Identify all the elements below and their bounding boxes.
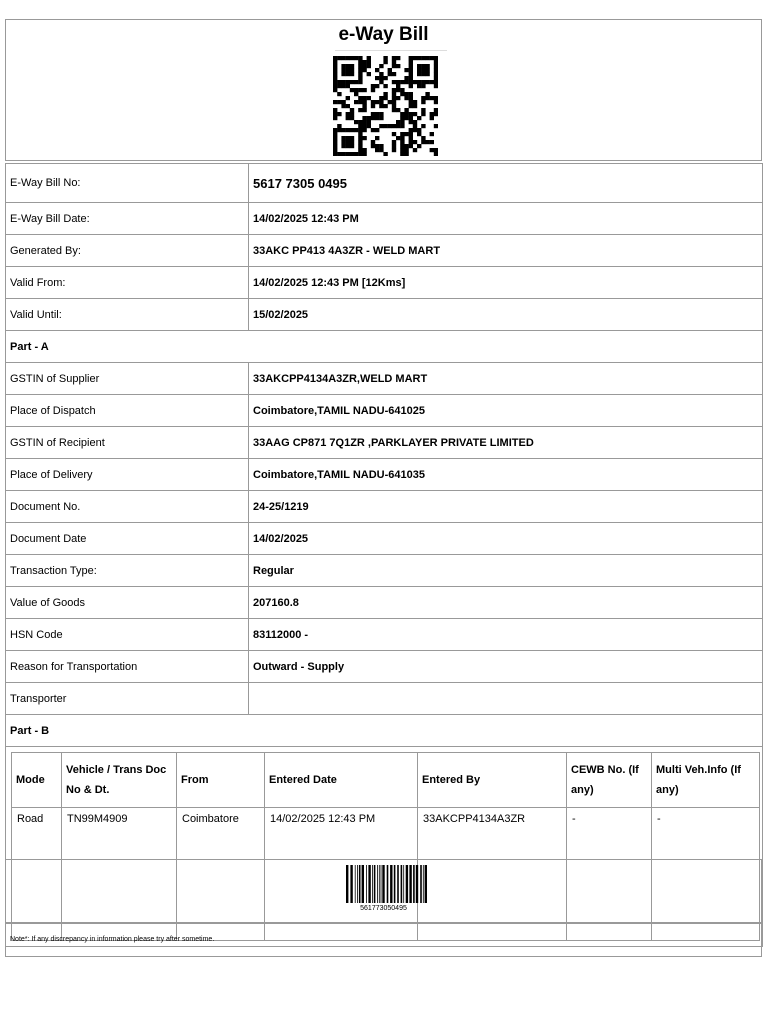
note-section [5,923,762,957]
generated-by-value: 33AKC PP413 4A3ZR - WELD MART [249,235,763,267]
dispatch-place-value: Coimbatore,TAMIL NADU-641025 [249,395,763,427]
table-row [6,164,763,203]
document-date-value: 14/02/2025 [249,523,763,555]
valid-until-value: 15/02/2025 [249,299,763,331]
dispatch-place-label: Place of Dispatch [6,395,249,427]
transporter-label: Transporter [6,683,249,715]
recipient-gstin-value: 33AAG CP871 7Q1ZR ,PARKLAYER PRIVATE LIMITED [249,427,763,459]
cell-cewb: - [567,808,652,941]
cell-multi-veh: - [652,808,760,941]
col-cewb: CEWB No. (If any) [567,753,652,808]
ewb-no-label: E-Way Bill No: [6,164,249,203]
table-row [6,427,763,459]
table-row [6,395,763,427]
part-a-heading: Part - A [6,331,763,363]
reason-label: Reason for Transportation [6,651,249,683]
generated-by-label: Generated By: [6,235,249,267]
table-row [6,331,763,363]
col-vehicle: Vehicle / Trans Doc No & Dt. [62,753,177,808]
transaction-type-label: Transaction Type: [6,555,249,587]
table-row [6,203,763,235]
title-divider [335,50,447,51]
document-no-label: Document No. [6,491,249,523]
table-row [6,587,763,619]
table-row [6,363,763,395]
barcode-section [5,859,762,923]
hsn-code-value: 83112000 - [249,619,763,651]
delivery-place-value: Coimbatore,TAMIL NADU-641035 [249,459,763,491]
ewb-date-value: 14/02/2025 12:43 PM [249,203,763,235]
note-text: Note*: If any discrepancy in information please try after sometime. [10,936,215,943]
document-date-label: Document Date [6,523,249,555]
table-row [6,651,763,683]
valid-from-value: 14/02/2025 12:43 PM [12Kms] [249,267,763,299]
table-row [6,715,763,747]
hsn-code-label: HSN Code [6,619,249,651]
table-row [6,299,763,331]
table-row [6,523,763,555]
ewb-details-table [5,163,763,947]
table-row [6,459,763,491]
header-section [5,19,762,161]
ewb-date-label: E-Way Bill Date: [6,203,249,235]
table-row [6,267,763,299]
page-title: e-Way Bill [338,24,429,45]
part-b-heading: Part - B [6,715,763,747]
delivery-place-label: Place of Delivery [6,459,249,491]
document-no-value: 24-25/1219 [249,491,763,523]
col-entered-date: Entered Date [265,753,418,808]
recipient-gstin-label: GSTIN of Recipient [6,427,249,459]
qr-code-icon [333,56,438,156]
table-row [6,491,763,523]
table-row [6,683,763,715]
col-from: From [177,753,265,808]
cell-vehicle: TN99M4909 [62,808,177,941]
transaction-type-value: Regular [249,555,763,587]
valid-from-label: Valid From: [6,267,249,299]
transporter-value [249,683,763,715]
col-entered-by: Entered By [418,753,567,808]
goods-value-label: Value of Goods [6,587,249,619]
goods-value-value: 207160.8 [249,587,763,619]
cell-entered-date: 14/02/2025 12:43 PM [265,808,418,941]
ewb-no-value: 5617 7305 0495 [249,164,763,203]
cell-from: Coimbatore [177,808,265,941]
part-b-header-row [12,753,760,808]
table-row [6,235,763,267]
barcode-number: 561773050495 [360,905,407,912]
supplier-gstin-label: GSTIN of Supplier [6,363,249,395]
table-row [6,555,763,587]
col-mode: Mode [12,753,62,808]
reason-value: Outward - Supply [249,651,763,683]
cell-mode: Road [12,808,62,941]
barcode-icon [346,865,430,903]
cell-entered-by: 33AKCPP4134A3ZR [418,808,567,941]
valid-until-label: Valid Until: [6,299,249,331]
table-row [6,619,763,651]
supplier-gstin-value: 33AKCPP4134A3ZR,WELD MART [249,363,763,395]
col-multi-veh: Multi Veh.Info (If any) [652,753,760,808]
